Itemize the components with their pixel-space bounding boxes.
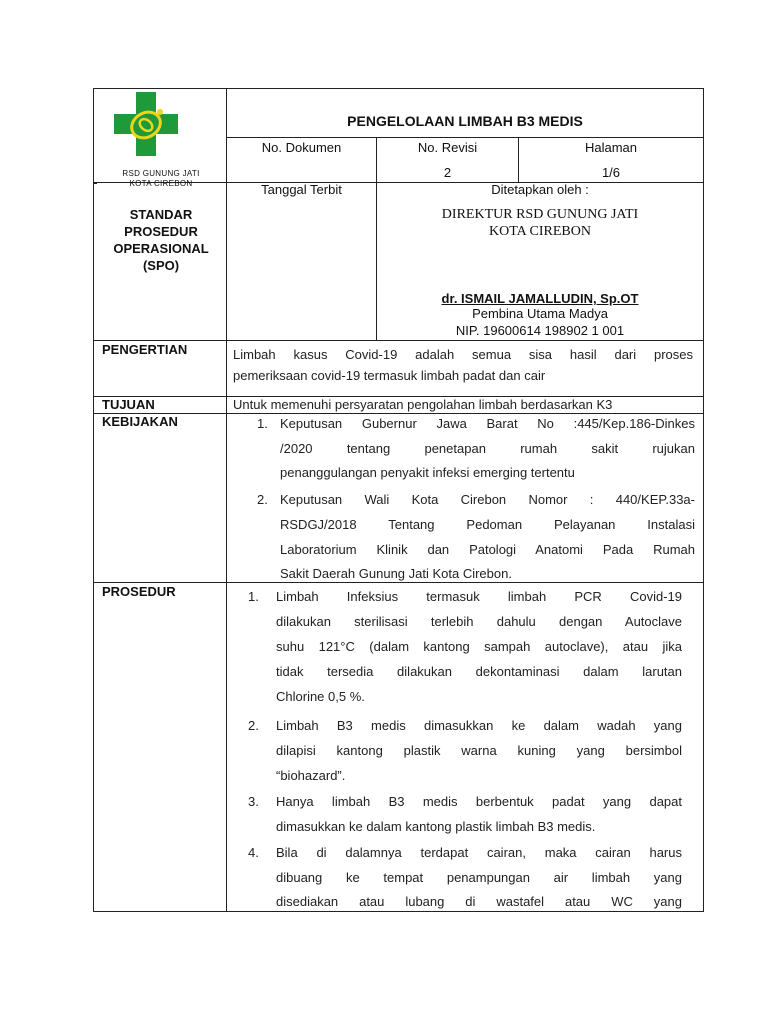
spo-label-line2: PROSEDUR — [124, 224, 198, 239]
prosedur-label: PROSEDUR — [102, 584, 176, 599]
kebijakan-item-number: 1. — [257, 416, 268, 431]
prosedur-item-number: 3. — [248, 794, 259, 809]
kebijakan-item-line: RSDGJ/2018 Tentang Pedoman Pelayanan Instalasi — [280, 517, 695, 532]
spo-label-line4: (SPO) — [142, 258, 180, 273]
prosedur-item-line: dimasukkan ke dalam kantong plastik limbah B3 medis. — [276, 819, 596, 834]
header-bottom-divider — [93, 340, 704, 341]
kebijakan-item-line: penanggulangan penyakit infeksi emerging tertentu — [280, 465, 575, 480]
page-value: 1/6 — [601, 165, 621, 180]
tujuan-label: TUJUAN — [102, 397, 155, 412]
set-by-label: Ditetapkan oleh : — [491, 182, 589, 197]
spo-label-line1: STANDAR — [129, 207, 193, 222]
prosedur-item-number: 2. — [248, 718, 259, 733]
kebijakan-item-line: Sakit Daerah Gunung Jati Kota Cirebon. — [280, 566, 512, 581]
kebijakan-bottom-divider — [93, 582, 704, 583]
prosedur-item-line: Chlorine 0,5 %. — [276, 689, 365, 704]
kebijakan-item-line: Keputusan Gubernur Jawa Barat No :445/Kep.186-Dinkes — [280, 416, 695, 431]
kebijakan-label: KEBIJAKAN — [102, 414, 178, 429]
prosedur-item-line: suhu 121°C (dalam kantong sampah autoclave), atau jika — [276, 639, 682, 654]
kebijakan-item-line: /2020 tentang penetapan rumah sakit rujukan — [280, 441, 695, 456]
spo-label-line3: OPERASIONAL — [113, 241, 209, 256]
director-title-line1: DIREKTUR RSD GUNUNG JATI — [441, 207, 639, 222]
signer-rank: Pembina Utama Madya — [472, 306, 608, 321]
pengertian-text-line2: pemeriksaan covid-19 termasuk limbah padat dan cair — [233, 368, 546, 383]
page-label: Halaman — [584, 140, 638, 155]
kebijakan-item-line: Laboratorium Klinik dan Patologi Anatomi Pada Rumah — [280, 542, 695, 557]
table-border-top — [93, 88, 704, 89]
prosedur-item-line: dilapisi kantong plastik warna kuning yang bersimbol — [276, 743, 682, 758]
tujuan-text: Untuk memenuhi persyaratan pengolahan limbah berdasarkan K3 — [233, 397, 613, 412]
org-name-line2: KOTA CIREBON — [129, 179, 193, 188]
tujuan-bottom-divider — [93, 413, 704, 414]
prosedur-item-line: dilakukan sterilisasi terlebih dahulu dengan Autoclave — [276, 614, 682, 629]
pengertian-text-line1: Limbah kasus Covid-19 adalah semua sisa hasil dari proses — [233, 347, 693, 362]
table-border-right — [703, 88, 704, 912]
doc-number-label: No. Dokumen — [261, 140, 342, 155]
pengertian-label: PENGERTIAN — [102, 342, 188, 357]
logo-tick-left — [93, 183, 97, 184]
issued-date-label: Tanggal Terbit — [261, 182, 342, 197]
prosedur-item-line: Limbah Infeksius termasuk limbah PCR Covid-19 — [276, 589, 682, 604]
prosedur-item-number: 1. — [248, 589, 259, 604]
table-border-left — [93, 88, 94, 912]
revision-label: No. Revisi — [417, 140, 478, 155]
table-border-bottom — [93, 911, 704, 912]
prosedur-item-line: Limbah B3 medis dimasukkan ke dalam wadah yang — [276, 718, 682, 733]
prosedur-item-line: “biohazard”. — [276, 768, 346, 783]
org-name-line1: RSD GUNUNG JATI — [122, 169, 200, 178]
prosedur-item-line: Bila di dalamnya terdapat cairan, maka cairan harus — [276, 845, 682, 860]
signer-nip: NIP. 19600614 198902 1 001 — [455, 323, 625, 338]
prosedur-item-line: dibuang ke tempat penampungan air limbah yang — [276, 870, 682, 885]
column-divider — [226, 88, 227, 912]
hospital-cross-logo-icon — [114, 92, 178, 156]
prosedur-item-line: tidak tersedia dilakukan dekontaminasi dalam larutan — [276, 664, 682, 679]
prosedur-item-number: 4. — [248, 845, 259, 860]
prosedur-item-line: disediakan atau lubang di wastafel atau WC yang — [276, 894, 682, 909]
prosedur-item-line: Hanya limbah B3 medis berbentuk padat yang dapat — [276, 794, 682, 809]
revision-value: 2 — [443, 165, 452, 180]
kebijakan-item-line: Keputusan Wali Kota Cirebon Nomor : 440/KEP.33a- — [280, 492, 695, 507]
signer-name: dr. ISMAIL JAMALLUDIN, Sp.OT — [441, 291, 639, 306]
kebijakan-item-number: 2. — [257, 492, 268, 507]
director-title-line2: KOTA CIREBON — [489, 224, 591, 239]
title-row-divider — [226, 137, 704, 138]
document-title: PENGELOLAAN LIMBAH B3 MEDIS — [347, 113, 583, 129]
